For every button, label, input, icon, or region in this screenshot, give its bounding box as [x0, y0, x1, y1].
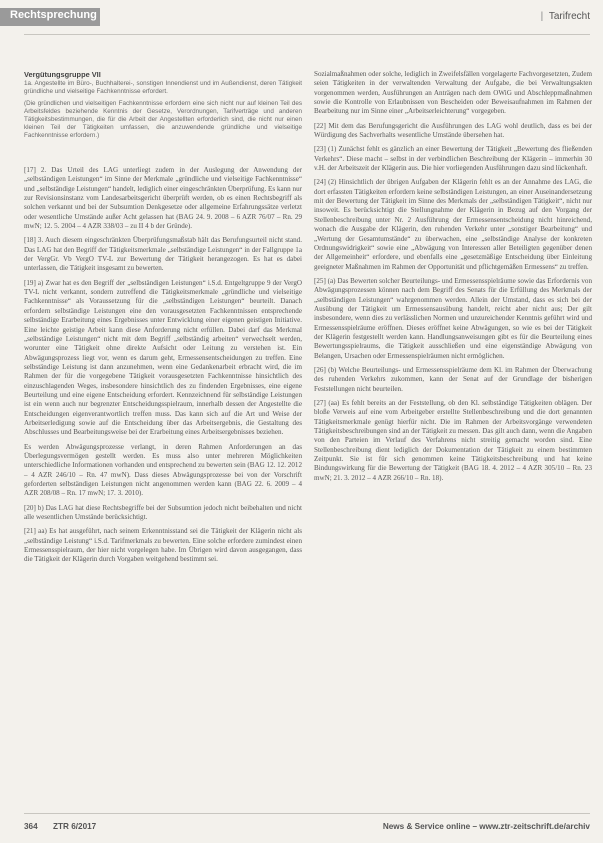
paragraph: [27] (aa) Es fehlt bereits an der Feststellung, ob den Kl. selbständige Tätigkeiten oblägen. Der bloße Verweis auf eine vom Arbeitgeber erstellte Stellenbeschreibung und die dort genannten Tätigkeitsmerkmale genügt hierfür nicht. Die im Rahmen der Arbeitsvorgänge verwendeten Tätigkeitsbeschreibungen sind an der Tätigkeit zu messen. Das gilt auch dann, wenn die Angaben von den Parteien im Verlauf des Verfahrens nicht streitig gemacht worden sind. Eine Stellenbeschreibung dient lediglich der Dokumentation der Tätigkeit zu einem bestimmten Zeitpunkt. Sie ist für sich genommen keine Tätigkeitsbeschreibung und hat keine Bindungswirkung für die Bewertung der Tätigkeit (BAG 18. 4. 2012 – 4 AZR 305/10 – Rn. 23 mwN; 21. 3. 2012 – 4 AZR 266/10 – Rn. 18).	[314, 399, 592, 482]
news-link: News & Service online – www.ztr-zeitschrift.de/archiv	[382, 822, 590, 831]
footer-rule	[24, 813, 590, 814]
classification-heading: Vergütungsgruppe VII	[24, 70, 101, 79]
section-label: Rechtsprechung	[10, 9, 97, 21]
paragraph: [22] Mit dem das Berufungsgericht die Ausführungen des LAG wohl deutlich, dass es bei der Würdigung des Sachverhalts wesentliche Umstände übersehen hat.	[314, 121, 592, 140]
right-column	[314, 70, 592, 488]
category-text: Tarifrecht	[548, 11, 590, 22]
paragraph: [23] (1) Zunächst fehlt es gänzlich an einer Bewertung der Tätigkeit „Bewertung des fließenden Verkehrs“. Diese macht – selbst in der verbindlichen Beschreibung der Klägerin – immerhin 30 v.H. der Arbeitszeit der Klägerin aus. Die hier vorliegenden Ausführungen dazu sind lückenhaft.	[314, 145, 592, 173]
classification-text: 1a. Angestellte im Büro-, Buchhalterei-, sonstigen Innendienst und im Außendienst, deren Tätigkeit gründliche und vielseitige Fachkenntnisse erfordert.	[24, 80, 302, 96]
classification-block	[24, 70, 302, 140]
paragraph: Sozialmaßnahmen oder solche, lediglich in Zweifelsfällen vorgelagerte Fachvorgesetzten, Zudem seien Tätigkeiten in der verwaltenden Verwaltung der Aufgabe, die bei Verwaltungsakten vorgenommen werden, Ausführungen an Anträgen nach dem OWiG und Abschleppmaßnahmen sowie die Kontrolle von Erlaubnissen von Bescheiden oder Beweisaufnahmen im Rahmen der Bearbeitung nur im Sinne einer „Arbeitserleichterung“ vorgegeben.	[314, 70, 592, 116]
left-column	[24, 70, 302, 570]
paragraph: [24] (2) Hinsichtlich der übrigen Aufgaben der Klägerin fehlt es an der Annahme des LAG, die dort erfassten Tätigkeiten erfordern keine selbständigen Leistungen, an einer Auseinandersetzung mit der Bewertung der Tätigkeit im Sinne des Merkmals der „selbständigen Tätigkeit“, nicht nur insoweit. Es berücksichtigt die Stellungnahme der Klägerin in Bezug auf den Vorgang der Stellenbeschreibung unter Nr. 2 Ausführung der Ermessensentscheidung nicht hinreichend, wonach die Ausgabe der Klägerin, den ruhenden Verkehr unter „sonstiger Bearbeitung“ und „Wertung der Gesamtumstände“ zu überwachen, eine „selbständige Analyse der konkreten Ordnungswidrigkeit“ sowie eine „Abwägung von Interessen aller Beteiligten gegenüber denen der Allgemeinheit“ erfordere, und ebenfalls eine „gesetzmäßige Entscheidung über Einleitung geeigneter Maßnahmen im Rahmen der Opportunität und pflichtgemäßen Ermessens“ zu treffen.	[314, 178, 592, 271]
header-rule	[24, 34, 590, 35]
classification-note: (Die gründlichen und vielseitigen Fachkenntnisse erfordern eine sich nicht nur auf kleinen Teil des Arbeitsfeldes beziehende Kenntnis der Gesetze, Verordnungen, Tarifverträge und anderen Tätigkeitsbestimmungen, die für die Arbeit der Angestellten erforderlich sind, die nicht nur einen kleinen Teil der Tätigkeiten umfassen, die anzuwendende gründliche und vielseitige Fachkenntnisse erfordern.)	[24, 99, 302, 139]
category-separator: |	[540, 11, 544, 22]
paragraph: Es werden Abwägungsprozesse verlangt, in deren Rahmen Anforderungen an das Überlegungsvermögen gestellt werden. Es muss also unter mehreren Möglichkeiten unterschiedliche Informationen vorhanden und entsprechend zu bewerten sein (BAG 12. 12. 2012 – 4 AZR 246/10 – Rn. 47 mwN). Dass dieses Abwägungsprozesse bei von der Vorschrift geforderten selbständigen Leistungen nicht angenommen werden kann (BAG 22. 6. 2009 – 4 AZR 208/08 – Rn. 17 mwN; 17. 3. 2010).	[24, 442, 302, 498]
page-footer	[0, 813, 603, 843]
paragraph: [25] (a) Das Bewerten solcher Beurteilungs- und Ermessensspielräume sowie das Erfordernis von Abwägungsprozessen können nach dem Begriff des Senats für die Erfüllung des Merkmals der „selbständigen Leistungen“ wahrgenommen werden. Allein der Umstand, dass es sich bei der Ausübung der Tätigkeit um Ermessensausübung handelt, reicht aber nicht aus; Der gilt insbesondere, wenn dies zu verlässlichen Normen und unzureichender Kenntnis geführt wird und Ermessensspielräume eröffnen. Dieses eröffnet keine Abwägungen, so wie es bei der Tätigkeit der Klägerin festgestellt werden kann. Handlungsanweisungen gibt es für die Beurteilung eines Bewertungsspielraums, die Tätigkeit ausschließen und eine eigenständige Abwägung von Belangen, Ursachen oder Ermessenspielräumen nicht ermöglichen.	[314, 276, 592, 360]
paragraph: [18] 3. Auch diesem eingeschränkten Überprüfungsmaßstab hält das Berufungsurteil nicht stand. Das LAG hat den Begriff der Tätigkeitsmerkmale „selbständige Leistungen“ in der Fallgruppe 1a der VergGr. Vb VergO TV-L zur Bewertung der Tätigkeit herangezogen. Es hat es dabei unterlassen, die Tätigkeit insgesamt zu bewerten.	[24, 236, 302, 273]
paragraph: [17] 2. Das Urteil des LAG unterliegt zudem in der Auslegung der Anwendung der „selbständigen Leistungen“ im Sinne der Merkmale „gründliche und vielseitige Fachkenntnisse“ und „selbständige Leistungen“ handelt, lediglich einer eingeschränkten Überprüfung. Es kann nur zur Revisionsinstanz vom Landesarbeitsgericht überprüft werden, ob es einen Rechtsbegriff als solchen verkannt und bei der Subsumtion Denkgesetze oder allgemeine Erfahrungssätze verletzt oder wesentliche Umstände außer Acht gelassen hat (BAG 24. 9. 2008 – 6 AZR 76/07 – Rn. 29 mwN; 12. 5. 2004 – 4 AZR 338/03 – zu II 4 b der Gründe).	[24, 166, 302, 231]
journal-issue: ZTR 6/2017	[53, 822, 97, 831]
page-number: 364	[24, 822, 38, 831]
paragraph: [26] (b) Welche Beurteilungs- und Ermessensspielräume dem Kl. im Rahmen der Überwachung des ruhenden Verkehrs zukommen, kann der Senat auf der Grundlage der bisherigen Feststellungen nicht beurteilen.	[314, 365, 592, 393]
page-header	[0, 0, 603, 34]
paragraph: [20] b) Das LAG hat diese Rechtsbegriffe bei der Subsumtion jedoch nicht beibehalten und nicht alle wesentlichen Umstände berücksichtigt.	[24, 503, 302, 522]
paragraph: [19] a) Zwar hat es den Begriff der „selbständigen Leistungen“ i.S.d. Entgeltgruppe 9 der VergO TV-L nicht verkannt, sondern zutreffend die Tätigkeitsmerkmale „gründliche und vielseitige Fachkenntnisse“ als Voraussetzung für die „selbständigen Leistungen“ beurteilt. Danach erfordern selbständige Leistungen eine den vorausgesetzten Fachkenntnissen entsprechende selbständige Erarbeitung eines Ergebnisses unter Entwicklung einer eigenen geistigen Initiative. Eine leichte geistige Arbeit kann diese Anforderung nicht erfüllen. Dabei darf das Merkmal „selbständige Leistungen“ nicht mit dem Begriff „selbständig arbeiten“ verwechselt werden, worunter eine Tätigkeit ohne direkte Aufsicht oder Leitung zu verstehen ist. Ein Abwägungsprozess liegt vor, wenn es darum geht, Ermessensentscheidungen zu treffen. Eine selbständige Leistung ist dann anzunehmen, wenn eine Gedankenarbeit erbracht wird, die im Rahmen der für die vorgegebene Tätigkeit vorausgesetzten Fachkenntnisse hinsichtlich des einzuschlagenden Weges, insbesondere hinsichtlich des zu findenden Ergebnisses, eine eigene Beurteilung und eine eigene Entscheidung erfordert. Kennzeichnend für selbständige Leistungen ist ein wenn auch nur begrenzter Entscheidungsspielraum, innerhalb dessen der Angestellte die Entscheidungen eigenverantwortlich treffen muss. Das kann sich auf die Art und Weise der Arbeitserledigung sowie auf die Entscheidung über das Arbeitsergebnis, die Gestaltung des Abschlusses und Bearbeitungsweise bei der Erarbeitung eines Arbeitsergebnisses beziehen.	[24, 278, 302, 437]
category-label	[541, 11, 590, 22]
paragraph: [21] aa) Es hat ausgeführt, nach seinem Erkenntnisstand sei die Tätigkeit der Klägerin nicht als „selbständige Leistung“ i.S.d. Tarifmerkmals zu bewerten. Eine solche erfordere zumindest einen Ermessensspielraum, der hier nicht vorgelegen habe. Im Übrigen wird davon ausgegangen, dass die Tätigkeit der Klägerin durch Vorgaben weitgehend bestimmt sei.	[24, 527, 302, 564]
